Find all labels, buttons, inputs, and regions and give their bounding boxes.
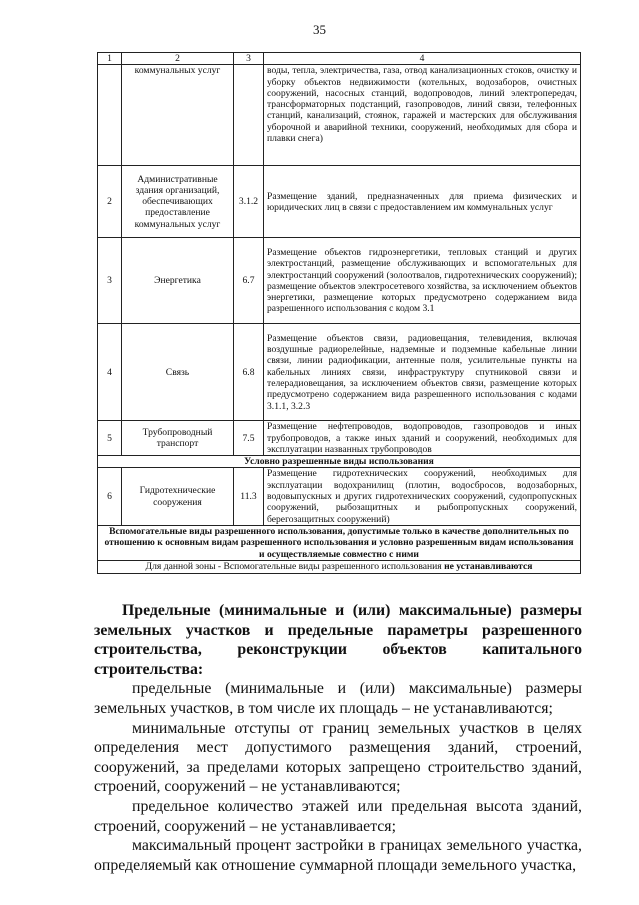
paragraph: предельные (минимальные и (или) максимальные) размеры земельных участков, в том числе их площадь – не устанавливаются; (94, 680, 582, 717)
body-text (94, 601, 582, 875)
use-description: Размещение объектов гидроэнергетики, тепловых станций и других электростанций, размещение обслуживающих и вспомогательных для электростанций сооружений (золоотвалов, гидротехнических сооружений); размещение объектов электросетевого хозяйства, за исключением объектов энергетики, размещение которых предусмотрено содержанием вида разрешенного использования с кодом 3.1 (264, 238, 581, 324)
use-description: Размещение гидротехнических сооружений, необходимых для эксплуатации водохранилищ (плотин, водосбросов, водозаборных, водовыпускных и других гидротехнических сооружений, судопропускных сооружений, рыбозащитных и рыбопропускных сооружений, берегозащитных сооружений) (264, 468, 581, 525)
table-row (98, 421, 581, 456)
row-number: 2 (98, 166, 122, 238)
use-name: Трубопроводный транспорт (122, 421, 234, 456)
use-code: 6.8 (234, 324, 264, 421)
auxiliary-uses-note (98, 561, 581, 573)
header-cell: 3 (234, 53, 264, 65)
use-description: Размещение зданий, предназначенных для приема физических и юридических лиц в связи с предоставлением им коммунальных услуг (264, 166, 581, 238)
land-use-table (97, 52, 581, 574)
auxiliary-note-bold: не устанавливаются (444, 561, 533, 573)
table-row (98, 468, 581, 525)
row-number: 5 (98, 421, 122, 456)
paragraph: предельное количество этажей или предельная высота зданий, строений, сооружений – не устанавливается; (94, 797, 582, 835)
use-name: Гидротехнические сооружения (122, 468, 234, 525)
table-header-row (98, 53, 581, 65)
header-cell: 2 (122, 53, 234, 65)
table-row (98, 166, 581, 238)
use-code: 3.1.2 (234, 166, 264, 238)
use-code: 6.7 (234, 238, 264, 324)
row-number: 3 (98, 238, 122, 324)
conditional-uses-title: Условно разрешенные виды использования (98, 456, 581, 468)
section-row (98, 525, 581, 561)
table-row (98, 65, 581, 166)
use-code: 11.3 (234, 468, 264, 525)
use-description: Размещение объектов связи, радиовещания, телевидения, включая воздушные радиорелейные, надземные и подземные кабельные линии связи, линии радиофикации, антенные поля, усилительные пункты на кабельных линиях связи, инфраструктуру спутниковой связи и телерадиовещания, за исключением объектов связи, размещение которых предусмотрено содержанием вида разрешенного использования с кодами 3.1.1, 3.2.3 (264, 324, 581, 421)
auxiliary-uses-title: Вспомогательные виды разрешенного использования, допустимые только в качестве дополнительных по отношению к основным видам разрешенного использования и условно разрешенным видам использования и осуществляемые совместно с ними (98, 525, 581, 561)
paragraph: максимальный процент застройки в границах земельного участка, определяемый как отношение суммарной площади земельного участка, (94, 837, 582, 874)
page-number: 35 (313, 22, 326, 37)
use-description: Размещение нефтепроводов, водопроводов, газопроводов и иных трубопроводов, а также иных зданий и сооружений, необходимых для эксплуатации названных трубопроводов (264, 421, 581, 456)
table-row (98, 561, 581, 573)
section-heading: Предельные (минимальные и (или) максимальные) размеры земельных участков и предельные параметры разрешенного строительства, реконструкции объектов капитального строительства: (94, 602, 582, 678)
row-number: 6 (98, 468, 122, 525)
table-row (98, 324, 581, 421)
use-name: Связь (122, 324, 234, 421)
use-name: Административные здания организаций, обеспечивающих предоставление коммунальных услуг (122, 166, 234, 238)
header-cell: 1 (98, 53, 122, 65)
use-name: коммунальных услуг (122, 65, 234, 166)
paragraph: минимальные отступы от границ земельных участков в целях определения мест допустимого размещения зданий, строений, сооружений, за пределами которых запрещено строительство зданий, строений, сооружений – не устанавливаются; (94, 719, 582, 796)
header-cell: 4 (264, 53, 581, 65)
row-number (98, 65, 122, 166)
use-code: 7.5 (234, 421, 264, 456)
section-row (98, 456, 581, 468)
use-code (234, 65, 264, 166)
use-name: Энергетика (122, 238, 234, 324)
table-row (98, 238, 581, 324)
row-number: 4 (98, 324, 122, 421)
use-description: воды, тепла, электричества, газа, отвод канализационных стоков, очистку и уборку объектов недвижимости (котельных, водозаборов, очистных сооружений, насосных станций, водопроводов, линий электропередач, трансформаторных подстанций, газопроводов, линий связи, телефонных станций, канализаций, стоянок, гаражей и мастерских для обслуживания уборочной и аварийной техники, сооружений, необходимых для сбора и плавки снега) (264, 65, 581, 166)
auxiliary-note-text: Для данной зоны - Вспомогательные виды разрешенного использования (145, 561, 445, 573)
